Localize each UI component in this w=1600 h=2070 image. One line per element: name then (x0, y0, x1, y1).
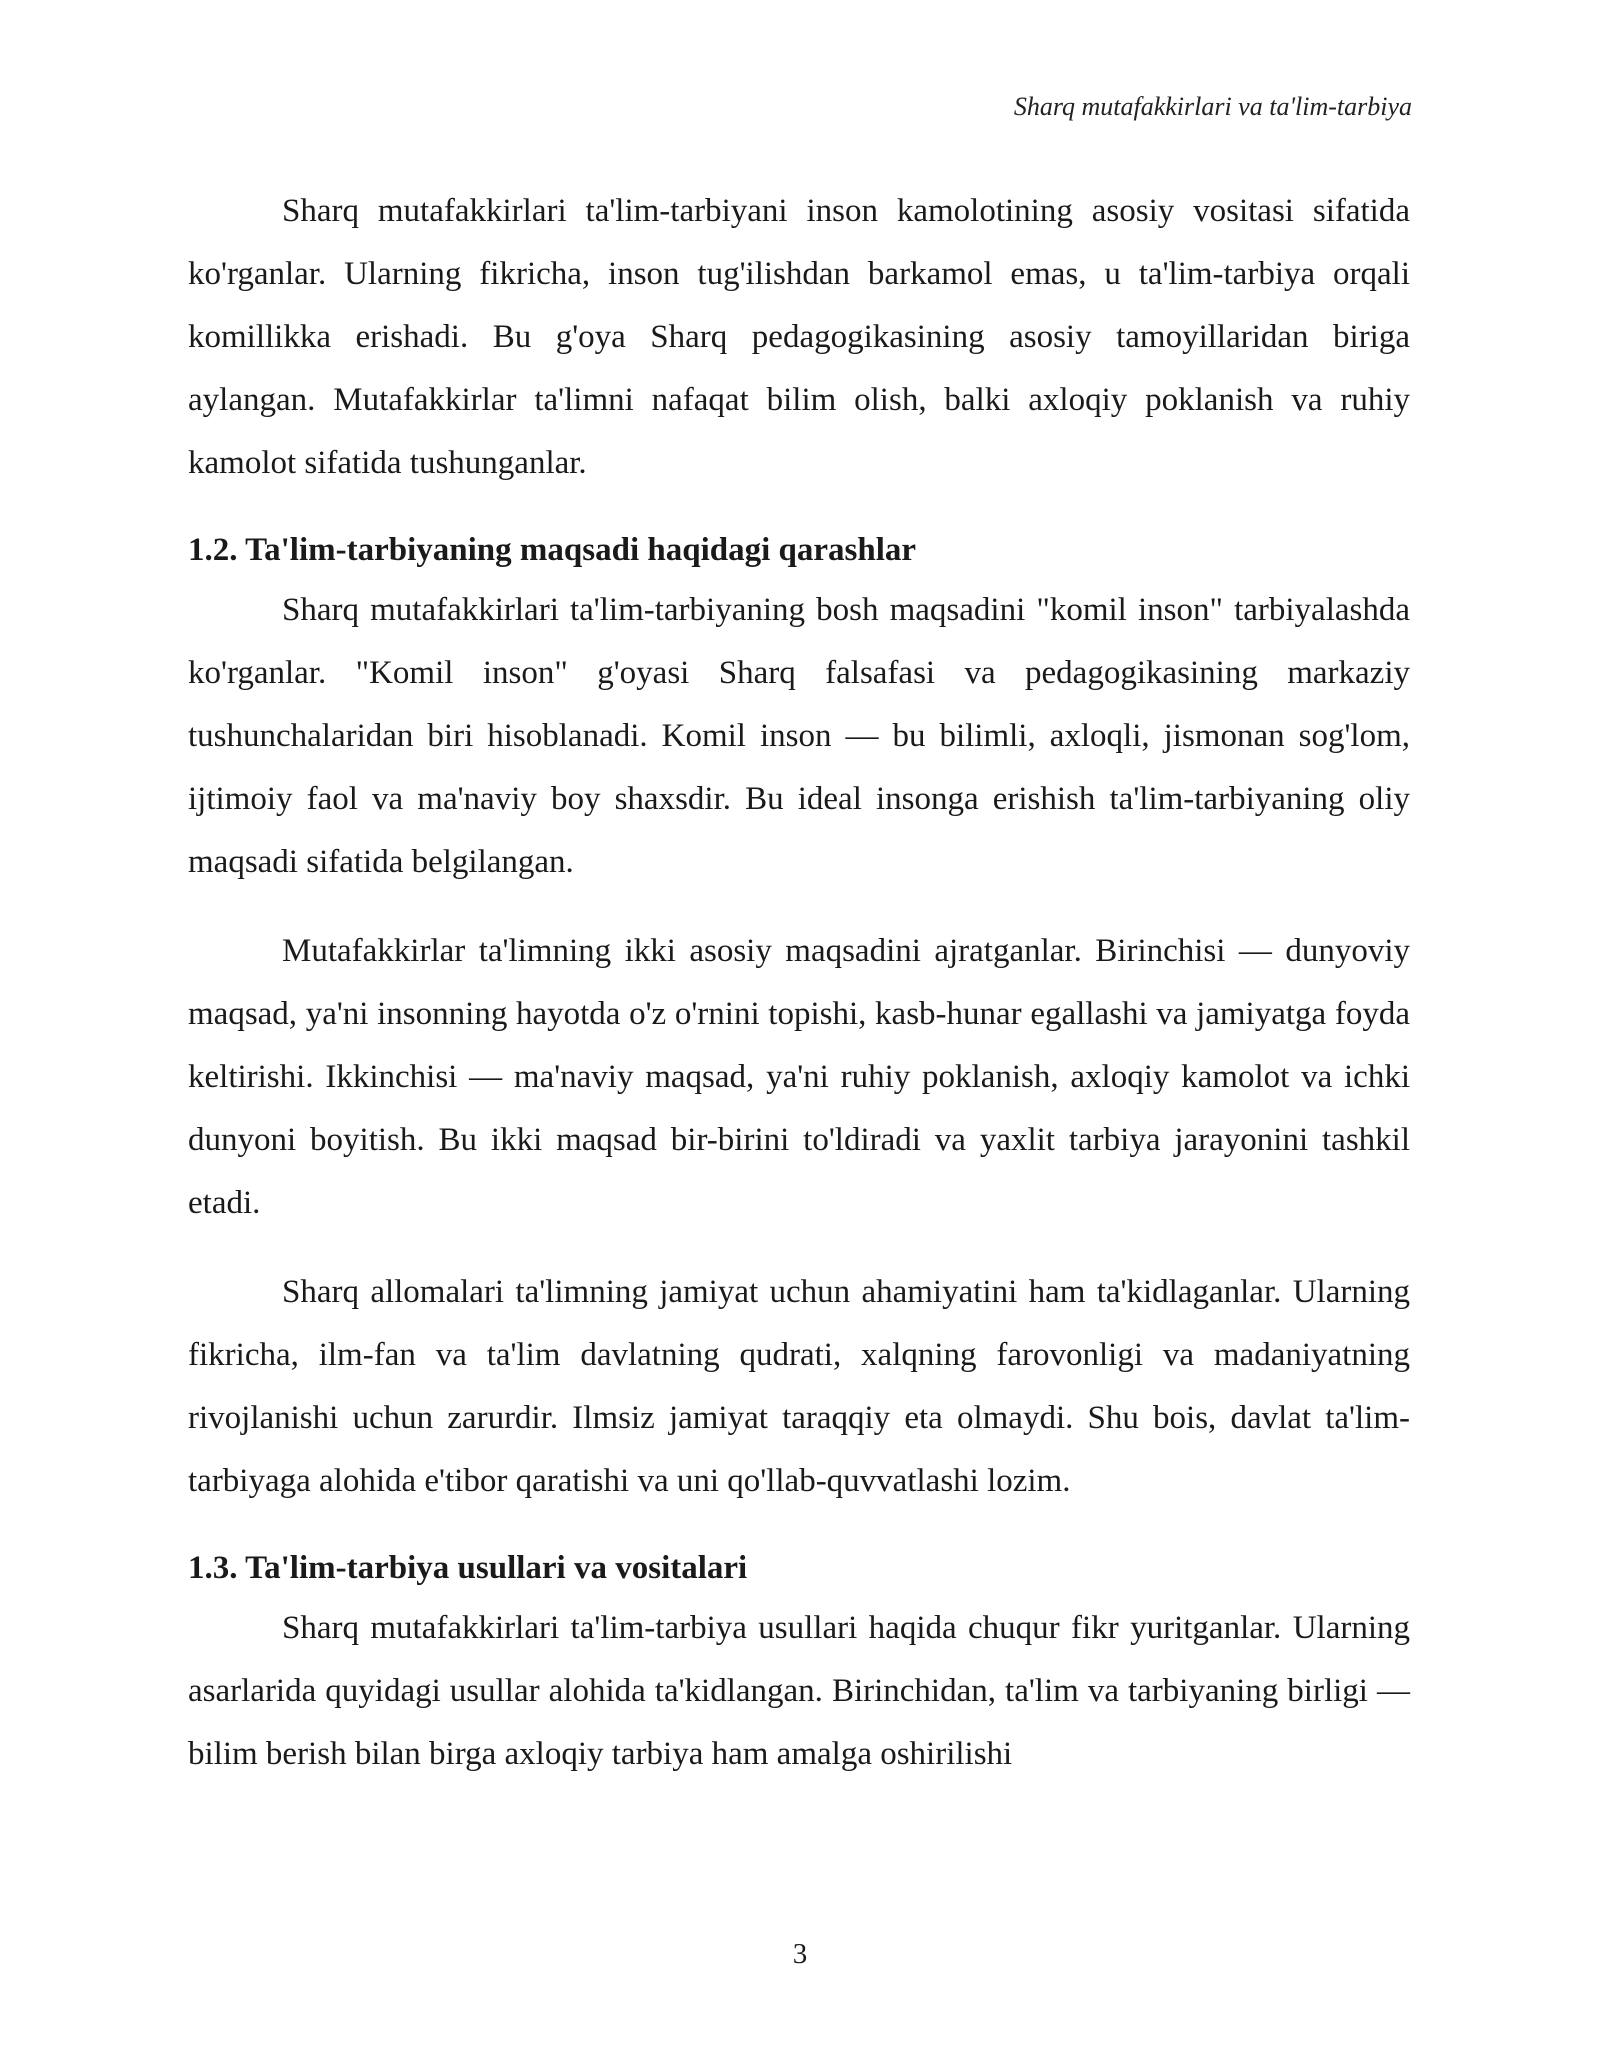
running-header: Sharq mutafakkirlari va ta'lim-tarbiya (1013, 92, 1412, 121)
page-content (188, 180, 1410, 1786)
section-heading-1-3: 1.3. Ta'lim-tarbiya usullari va vositalari (188, 1550, 748, 1586)
section-1-3-paragraph-1: Sharq mutafakkirlari ta'lim-tarbiya usullari haqida chuqur fikr yuritganlar. Ularning asarlarida quyidagi usullar alohida ta'kidlangan. Birinchidan, ta'lim va tarbiyaning birligi — bilim berish bilan birga axloqiy tarbiya ham amalga oshirilishi (188, 1610, 1410, 1772)
section-1-2-paragraph-2: Mutafakkirlar ta'limning ikki asosiy maqsadini ajratganlar. Birinchisi — dunyoviy maqsad, ya'ni insonning hayotda o'z o'rnini topishi, kasb-hunar egallashi va jamiyatga foyda keltirishi. Ikkinchisi — ma'naviy maqsad, ya'ni ruhiy poklanish, axloqiy kamolot va ichki dunyoni boyitish. Bu ikki maqsad bir-birini to'ldiradi va yaxlit tarbiya jarayonini tashkil etadi. (188, 933, 1410, 1221)
section-1-2-paragraph-3: Sharq allomalari ta'limning jamiyat uchun ahamiyatini ham ta'kidlaganlar. Ularning fikricha, ilm-fan va ta'lim davlatning qudrati, xalqning farovonligi va madaniyatning rivojlanishi uchun zarurdir. Ilmsiz jamiyat taraqqiy eta olmaydi. Shu bois, davlat ta'lim-tarbiyaga alohida e'tibor qaratishi va uni qo'llab-quvvatlashi lozim. (188, 1274, 1410, 1499)
section-heading-1-2: 1.2. Ta'lim-tarbiyaning maqsadi haqidagi qarashlar (188, 532, 917, 568)
page-number: 3 (792, 1938, 808, 1970)
body-paragraph-intro: Sharq mutafakkirlari ta'lim-tarbiyani inson kamolotining asosiy vositasi sifatida ko'rganlar. Ularning fikricha, inson tug'ilishdan barkamol emas, u ta'lim-tarbiya orqali komillikka erishadi. Bu g'oya Sharq pedagogikasining asosiy tamoyillaridan biriga aylangan. Mutafakkirlar ta'limni nafaqat bilim olish, balki axloqiy poklanish va ruhiy kamolot sifatida tushunganlar. (188, 193, 1410, 481)
section-1-2-paragraph-1: Sharq mutafakkirlari ta'lim-tarbiyaning bosh maqsadini "komil inson" tarbiyalashda ko'rganlar. "Komil inson" g'oyasi Sharq falsafasi va pedagogikasining markaziy tushunchalaridan biri hisoblanadi. Komil inson — bu bilimli, axloqli, jismonan sog'lom, ijtimoiy faol va ma'naviy boy shaxsdir. Bu ideal insonga erishish ta'lim-tarbiyaning oliy maqsadi sifatida belgilangan. (188, 592, 1410, 880)
